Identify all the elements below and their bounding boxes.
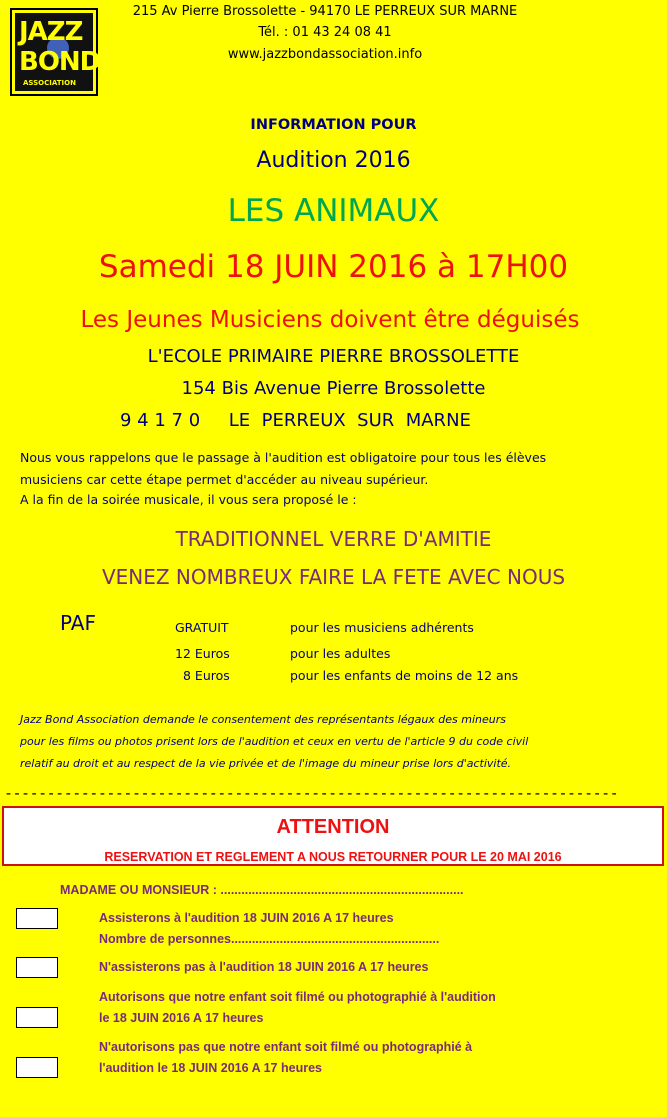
header-address: 215 Av Pierre Brossolette - 94170 LE PERREUX SUR MARNE <box>132 4 518 19</box>
option-film-yes-label-1: Autorisons que notre enfant soit filmé ou photographié à l'audition <box>99 990 496 1004</box>
legal-line-1: Jazz Bond Association demande le consentement des représentants légaux des mineurs <box>20 713 507 726</box>
option-attend-label: Assisterons à l'audition 18 JUIN 2016 A 17 heures <box>99 911 394 925</box>
costume-notice: Les Jeunes Musiciens doivent être déguisés <box>80 307 580 333</box>
info-label: INFORMATION POUR <box>250 117 417 133</box>
cut-line: ------------------------------------------------------------------------ <box>4 784 619 802</box>
audition-title: Audition 2016 <box>256 148 411 173</box>
paf-price-3: 8 Euros <box>183 668 230 683</box>
option-attend-count[interactable]: Nombre de personnes............................................................ <box>99 932 440 946</box>
venue-street: 154 Bis Avenue Pierre Brossolette <box>181 378 486 399</box>
option-film-no-label-1: N'autorisons pas que notre enfant soit filmé ou photographié à <box>99 1040 473 1054</box>
option-film-no-checkbox[interactable] <box>16 1057 58 1078</box>
event-date: Samedi 18 JUIN 2016 à 17H00 <box>98 249 569 285</box>
option-film-yes-label-2: le 18 JUIN 2016 A 17 heures <box>99 1011 264 1025</box>
theme-title: LES ANIMAUX <box>227 193 440 229</box>
attention-title: ATTENTION <box>276 816 390 838</box>
invite-notice: VENEZ NOMBREUX FAIRE LA FETE AVEC NOUS <box>101 565 566 589</box>
paf-price-2: 12 Euros <box>175 646 230 661</box>
option-film-yes-checkbox[interactable] <box>16 1007 58 1028</box>
jazz-bond-logo <box>10 8 101 96</box>
logo-jazz-text: JAZZ <box>19 17 83 47</box>
option-attend-checkbox[interactable] <box>16 908 58 929</box>
option-film-no-label-2: l'audition le 18 JUIN 2016 A 17 heures <box>99 1061 322 1075</box>
venue-name: L'ECOLE PRIMAIRE PIERRE BROSSOLETTE <box>147 346 520 367</box>
logo-association-text: ASSOCIATION <box>23 79 76 87</box>
paf-label: PAF <box>60 611 96 635</box>
paf-who-3: pour les enfants de moins de 12 ans <box>290 668 519 683</box>
paf-who-2: pour les adultes <box>290 646 391 661</box>
paf-who-1: pour les musiciens adhérents <box>290 620 474 635</box>
attention-subtitle: RESERVATION ET REGLEMENT A NOUS RETOURNER POUR LE 20 MAI 2016 <box>104 850 562 864</box>
header-phone: Tél. : 01 43 24 08 41 <box>258 25 392 40</box>
legal-line-3: relatif au droit et au respect de la vie privée et de l'image du mineur prise lors d'activité. <box>20 757 512 770</box>
reminder-line-3: A la fin de la soirée musicale, il vous sera proposé le : <box>20 492 357 507</box>
drink-notice: TRADITIONNEL VERRE D'AMITIE <box>175 527 492 551</box>
legal-line-2: pour les films ou photos prisent lors de l'audition et ceux en vertu de l'article 9 du code civil <box>20 735 529 748</box>
paf-price-1: GRATUIT <box>175 620 229 635</box>
option-decline-checkbox[interactable] <box>16 957 58 978</box>
header-website: www.jazzbondassociation.info <box>227 47 423 62</box>
logo-background <box>15 13 101 91</box>
venue-city: 9 4 1 7 0 LE PERREUX SUR MARNE <box>120 410 471 431</box>
reminder-line-1: Nous vous rappelons que le passage à l'audition est obligatoire pour tous les élèves <box>20 450 547 465</box>
option-decline-label: N'assisterons pas à l'audition 18 JUIN 2016 A 17 heures <box>99 960 429 974</box>
attention-box <box>2 806 664 866</box>
logo-bond-text: BOND <box>19 47 101 77</box>
name-field-line[interactable]: MADAME OU MONSIEUR : ...................................................................... <box>60 883 464 897</box>
reminder-line-2: musiciens car cette étape permet d'accéder au niveau supérieur. <box>20 472 429 487</box>
